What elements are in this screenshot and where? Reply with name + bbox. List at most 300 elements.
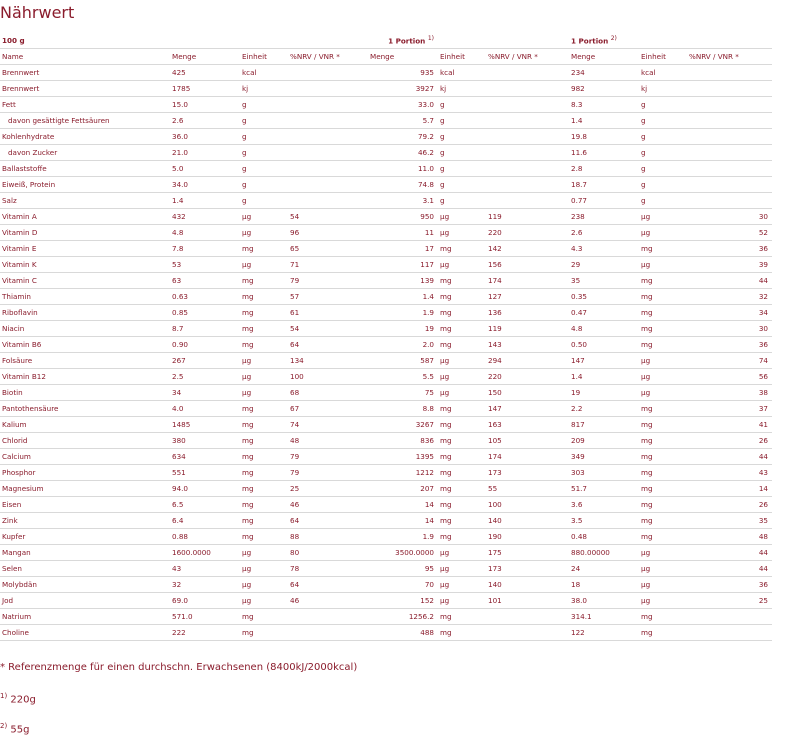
unit-portion-1: g	[438, 177, 486, 193]
nrv-100g	[288, 609, 368, 625]
nrv-portion-1	[486, 65, 569, 81]
unit-portion-1: g	[438, 113, 486, 129]
unit-100g: µg	[240, 593, 288, 609]
unit-100g: mg	[240, 273, 288, 289]
amount-100g: 4.0	[170, 401, 240, 417]
unit-100g: mg	[240, 513, 288, 529]
amount-portion-2: 19.8	[569, 129, 639, 145]
row-name: Biotin	[0, 385, 170, 401]
nrv-portion-2: 44	[687, 545, 772, 561]
nrv-portion-1	[486, 161, 569, 177]
amount-portion-1: 17	[368, 241, 438, 257]
amount-portion-1: 488	[368, 625, 438, 641]
amount-100g: 267	[170, 353, 240, 369]
row-name: Niacin	[0, 321, 170, 337]
amount-portion-2: 314.1	[569, 609, 639, 625]
amount-portion-2: 4.3	[569, 241, 639, 257]
unit-portion-2: µg	[639, 353, 687, 369]
nrv-portion-2: 44	[687, 273, 772, 289]
nrv-portion-1: 140	[486, 577, 569, 593]
nrv-portion-2	[687, 609, 772, 625]
unit-100g: µg	[240, 257, 288, 273]
nrv-portion-1: 173	[486, 465, 569, 481]
unit-portion-1: mg	[438, 401, 486, 417]
amount-portion-2: 1.4	[569, 369, 639, 385]
row-name: Kalium	[0, 417, 170, 433]
nrv-portion-2: 52	[687, 225, 772, 241]
nrv-portion-1	[486, 177, 569, 193]
table-row	[0, 353, 772, 369]
nrv-100g: 79	[288, 273, 368, 289]
table-row	[0, 113, 772, 129]
amount-portion-1: 2.0	[368, 337, 438, 353]
row-name: Calcium	[0, 449, 170, 465]
amount-100g: 571.0	[170, 609, 240, 625]
nrv-portion-2: 39	[687, 257, 772, 273]
row-name: Kohlenhydrate	[0, 129, 170, 145]
unit-100g: kj	[240, 81, 288, 97]
table-row	[0, 481, 772, 497]
table-row	[0, 209, 772, 225]
unit-100g: µg	[240, 209, 288, 225]
nrv-portion-1: 175	[486, 545, 569, 561]
unit-portion-2: mg	[639, 449, 687, 465]
nrv-portion-1: 163	[486, 417, 569, 433]
unit-100g: mg	[240, 497, 288, 513]
table-row	[0, 97, 772, 113]
amount-portion-1: 79.2	[368, 129, 438, 145]
nrv-portion-2: 44	[687, 561, 772, 577]
amount-100g: 2.5	[170, 369, 240, 385]
table-row	[0, 321, 772, 337]
amount-portion-2: 3.6	[569, 497, 639, 513]
table-group-header	[0, 33, 772, 49]
nrv-portion-2	[687, 81, 772, 97]
nrv-portion-2: 56	[687, 369, 772, 385]
amount-portion-1: 1212	[368, 465, 438, 481]
nrv-portion-1	[486, 129, 569, 145]
nrv-portion-2: 37	[687, 401, 772, 417]
nrv-100g: 54	[288, 209, 368, 225]
col-einheit-1: Einheit	[240, 49, 288, 65]
unit-100g: mg	[240, 625, 288, 641]
table-row	[0, 81, 772, 97]
nrv-100g	[288, 193, 368, 209]
unit-portion-1: mg	[438, 609, 486, 625]
unit-portion-2: µg	[639, 577, 687, 593]
row-name: Jod	[0, 593, 170, 609]
amount-portion-2: 880.00000	[569, 545, 639, 561]
amount-portion-1: 207	[368, 481, 438, 497]
unit-portion-2: mg	[639, 609, 687, 625]
unit-100g: mg	[240, 481, 288, 497]
amount-portion-2: 817	[569, 417, 639, 433]
amount-portion-1: 3500.0000	[368, 545, 438, 561]
nutrition-table	[0, 33, 772, 641]
amount-portion-1: 95	[368, 561, 438, 577]
unit-100g: µg	[240, 577, 288, 593]
unit-portion-2: µg	[639, 561, 687, 577]
unit-portion-1: µg	[438, 385, 486, 401]
unit-100g: mg	[240, 305, 288, 321]
unit-100g: g	[240, 161, 288, 177]
amount-portion-1: 3927	[368, 81, 438, 97]
unit-portion-2: µg	[639, 369, 687, 385]
nrv-100g: 64	[288, 513, 368, 529]
amount-portion-1: 70	[368, 577, 438, 593]
unit-portion-1: µg	[438, 257, 486, 273]
nrv-portion-2: 26	[687, 497, 772, 513]
amount-100g: 43	[170, 561, 240, 577]
unit-portion-1: g	[438, 161, 486, 177]
table-column-header	[0, 49, 772, 65]
unit-100g: mg	[240, 241, 288, 257]
amount-portion-1: 1.9	[368, 305, 438, 321]
table-row	[0, 545, 772, 561]
nrv-100g: 65	[288, 241, 368, 257]
unit-100g: g	[240, 97, 288, 113]
amount-portion-2: 122	[569, 625, 639, 641]
table-row	[0, 577, 772, 593]
nrv-portion-1: 100	[486, 497, 569, 513]
nrv-portion-1: 119	[486, 321, 569, 337]
unit-100g: g	[240, 145, 288, 161]
amount-portion-1: 935	[368, 65, 438, 81]
row-name: Phosphor	[0, 465, 170, 481]
unit-portion-2: mg	[639, 337, 687, 353]
nrv-100g: 88	[288, 529, 368, 545]
amount-portion-1: 836	[368, 433, 438, 449]
unit-portion-2: kcal	[639, 65, 687, 81]
unit-portion-1: mg	[438, 433, 486, 449]
nrv-100g	[288, 177, 368, 193]
nrv-portion-1: 174	[486, 449, 569, 465]
amount-100g: 6.5	[170, 497, 240, 513]
unit-portion-1: mg	[438, 417, 486, 433]
nrv-portion-1: 294	[486, 353, 569, 369]
row-name: Vitamin K	[0, 257, 170, 273]
amount-portion-2: 29	[569, 257, 639, 273]
table-row	[0, 449, 772, 465]
nrv-portion-1: 136	[486, 305, 569, 321]
unit-portion-1: mg	[438, 529, 486, 545]
table-row	[0, 289, 772, 305]
footnote-2: $^{2)}$ 55g	[0, 722, 30, 736]
unit-portion-2: g	[639, 145, 687, 161]
nrv-portion-1: 220	[486, 225, 569, 241]
unit-portion-1: µg	[438, 593, 486, 609]
amount-portion-2: 4.8	[569, 321, 639, 337]
nrv-100g	[288, 161, 368, 177]
amount-portion-1: 19	[368, 321, 438, 337]
row-name: Vitamin A	[0, 209, 170, 225]
nrv-100g: 79	[288, 449, 368, 465]
row-name: davon gesättigte Fettsäuren	[0, 113, 170, 129]
table-row	[0, 417, 772, 433]
nrv-100g: 54	[288, 321, 368, 337]
unit-portion-2: g	[639, 161, 687, 177]
table-row	[0, 65, 772, 81]
amount-100g: 34	[170, 385, 240, 401]
nrv-portion-2: 25	[687, 593, 772, 609]
row-name: Zink	[0, 513, 170, 529]
row-name: Fett	[0, 97, 170, 113]
table-row	[0, 145, 772, 161]
unit-portion-2: µg	[639, 225, 687, 241]
unit-portion-2: mg	[639, 289, 687, 305]
amount-portion-1: 14	[368, 513, 438, 529]
row-name: Pantothensäure	[0, 401, 170, 417]
amount-100g: 7.8	[170, 241, 240, 257]
unit-100g: mg	[240, 449, 288, 465]
unit-portion-2: mg	[639, 417, 687, 433]
amount-portion-2: 0.50	[569, 337, 639, 353]
table-row	[0, 129, 772, 145]
col-menge-3: Menge	[569, 49, 639, 65]
table-row	[0, 529, 772, 545]
amount-100g: 1485	[170, 417, 240, 433]
amount-portion-2: 303	[569, 465, 639, 481]
unit-portion-1: g	[438, 193, 486, 209]
nrv-portion-2: 14	[687, 481, 772, 497]
table-row	[0, 273, 772, 289]
amount-100g: 94.0	[170, 481, 240, 497]
table-row	[0, 161, 772, 177]
amount-100g: 551	[170, 465, 240, 481]
nrv-portion-1: 142	[486, 241, 569, 257]
amount-100g: 15.0	[170, 97, 240, 113]
unit-portion-1: mg	[438, 241, 486, 257]
unit-portion-2: µg	[639, 257, 687, 273]
amount-portion-1: 33.0	[368, 97, 438, 113]
unit-portion-1: mg	[438, 273, 486, 289]
unit-portion-2: g	[639, 129, 687, 145]
table-row	[0, 497, 772, 513]
unit-100g: g	[240, 193, 288, 209]
unit-100g: µg	[240, 369, 288, 385]
nrv-100g: 79	[288, 465, 368, 481]
unit-portion-2: mg	[639, 321, 687, 337]
nrv-portion-2: 35	[687, 513, 772, 529]
unit-portion-2: mg	[639, 273, 687, 289]
amount-100g: 36.0	[170, 129, 240, 145]
nrv-portion-1	[486, 81, 569, 97]
row-name: Folsäure	[0, 353, 170, 369]
amount-portion-2: 38.0	[569, 593, 639, 609]
amount-portion-2: 3.5	[569, 513, 639, 529]
nrv-portion-2: 30	[687, 209, 772, 225]
unit-100g: µg	[240, 353, 288, 369]
nrv-portion-2	[687, 97, 772, 113]
col-einheit-2: Einheit	[438, 49, 486, 65]
amount-portion-2: 0.47	[569, 305, 639, 321]
nrv-portion-2: 34	[687, 305, 772, 321]
row-name: Brennwert	[0, 81, 170, 97]
col-menge-1: Menge	[170, 49, 240, 65]
nrv-100g: 46	[288, 593, 368, 609]
nrv-100g: 46	[288, 497, 368, 513]
amount-portion-2: 19	[569, 385, 639, 401]
amount-100g: 63	[170, 273, 240, 289]
nrv-100g: 80	[288, 545, 368, 561]
unit-portion-2: g	[639, 177, 687, 193]
nrv-portion-1: 173	[486, 561, 569, 577]
row-name: Salz	[0, 193, 170, 209]
amount-portion-1: 5.7	[368, 113, 438, 129]
unit-portion-2: mg	[639, 497, 687, 513]
nrv-100g: 74	[288, 417, 368, 433]
unit-portion-2: g	[639, 97, 687, 113]
amount-portion-2: 349	[569, 449, 639, 465]
unit-100g: g	[240, 113, 288, 129]
nrv-100g: 134	[288, 353, 368, 369]
nrv-portion-2	[687, 177, 772, 193]
nrv-100g: 67	[288, 401, 368, 417]
unit-portion-2: µg	[639, 545, 687, 561]
row-name: Vitamin B6	[0, 337, 170, 353]
table-row	[0, 337, 772, 353]
unit-100g: mg	[240, 289, 288, 305]
row-name: Selen	[0, 561, 170, 577]
amount-portion-1: 1.9	[368, 529, 438, 545]
nrv-portion-2: 32	[687, 289, 772, 305]
amount-portion-2: 0.35	[569, 289, 639, 305]
nrv-portion-1: 127	[486, 289, 569, 305]
amount-100g: 432	[170, 209, 240, 225]
unit-portion-1: µg	[438, 561, 486, 577]
amount-portion-1: 14	[368, 497, 438, 513]
nrv-portion-2: 36	[687, 337, 772, 353]
unit-portion-1: mg	[438, 449, 486, 465]
nrv-100g	[288, 129, 368, 145]
unit-portion-1: mg	[438, 289, 486, 305]
unit-portion-1: mg	[438, 321, 486, 337]
amount-portion-2: 51.7	[569, 481, 639, 497]
unit-100g: µg	[240, 561, 288, 577]
amount-portion-1: 117	[368, 257, 438, 273]
nrv-100g: 96	[288, 225, 368, 241]
amount-portion-2: 18.7	[569, 177, 639, 193]
nrv-100g: 71	[288, 257, 368, 273]
amount-100g: 0.85	[170, 305, 240, 321]
unit-portion-1: µg	[438, 225, 486, 241]
row-name: Magnesium	[0, 481, 170, 497]
unit-portion-2: mg	[639, 465, 687, 481]
nrv-portion-1: 174	[486, 273, 569, 289]
row-name: Vitamin D	[0, 225, 170, 241]
nrv-portion-2: 43	[687, 465, 772, 481]
unit-portion-1: g	[438, 145, 486, 161]
amount-portion-1: 587	[368, 353, 438, 369]
nrv-portion-1: 119	[486, 209, 569, 225]
amount-100g: 2.6	[170, 113, 240, 129]
nrv-portion-1: 143	[486, 337, 569, 353]
row-name: davon Zucker	[0, 145, 170, 161]
row-name: Kupfer	[0, 529, 170, 545]
amount-portion-2: 2.2	[569, 401, 639, 417]
row-name: Riboflavin	[0, 305, 170, 321]
table-row	[0, 625, 772, 641]
amount-portion-1: 74.8	[368, 177, 438, 193]
amount-100g: 1600.0000	[170, 545, 240, 561]
amount-portion-1: 1.4	[368, 289, 438, 305]
amount-100g: 0.63	[170, 289, 240, 305]
nrv-100g	[288, 113, 368, 129]
amount-portion-2: 11.6	[569, 145, 639, 161]
amount-portion-1: 152	[368, 593, 438, 609]
nrv-portion-2	[687, 113, 772, 129]
row-name: Molybdän	[0, 577, 170, 593]
unit-100g: g	[240, 129, 288, 145]
unit-100g: µg	[240, 545, 288, 561]
table-row	[0, 385, 772, 401]
nrv-portion-1: 55	[486, 481, 569, 497]
row-name: Vitamin C	[0, 273, 170, 289]
amount-portion-2: 1.4	[569, 113, 639, 129]
nrv-portion-2	[687, 193, 772, 209]
amount-portion-2: 8.3	[569, 97, 639, 113]
unit-portion-1: g	[438, 129, 486, 145]
unit-portion-2: kj	[639, 81, 687, 97]
amount-100g: 634	[170, 449, 240, 465]
amount-100g: 222	[170, 625, 240, 641]
amount-portion-2: 982	[569, 81, 639, 97]
nrv-portion-2: 36	[687, 577, 772, 593]
table-row	[0, 433, 772, 449]
footnote-reference: * Referenzmenge für einen durchschn. Erwachsenen (8400kJ/2000kcal)	[0, 662, 358, 673]
nrv-100g: 25	[288, 481, 368, 497]
table-row	[0, 225, 772, 241]
amount-portion-2: 35	[569, 273, 639, 289]
row-name: Natrium	[0, 609, 170, 625]
row-name: Mangan	[0, 545, 170, 561]
col-name: Name	[0, 49, 170, 65]
unit-portion-2: mg	[639, 481, 687, 497]
unit-100g: mg	[240, 401, 288, 417]
amount-portion-2: 18	[569, 577, 639, 593]
amount-100g: 1785	[170, 81, 240, 97]
amount-portion-1: 1395	[368, 449, 438, 465]
nrv-100g	[288, 65, 368, 81]
amount-portion-1: 139	[368, 273, 438, 289]
unit-portion-1: kj	[438, 81, 486, 97]
row-name: Choline	[0, 625, 170, 641]
nrv-portion-1	[486, 193, 569, 209]
nrv-100g	[288, 97, 368, 113]
nrv-100g: 64	[288, 577, 368, 593]
table-row	[0, 241, 772, 257]
amount-portion-1: 11	[368, 225, 438, 241]
table-row	[0, 593, 772, 609]
nrv-portion-1	[486, 625, 569, 641]
unit-portion-1: kcal	[438, 65, 486, 81]
unit-100g: g	[240, 177, 288, 193]
amount-100g: 34.0	[170, 177, 240, 193]
table-row	[0, 465, 772, 481]
amount-portion-2: 0.77	[569, 193, 639, 209]
table-row	[0, 177, 772, 193]
nrv-portion-2	[687, 129, 772, 145]
unit-portion-2: mg	[639, 401, 687, 417]
amount-portion-1: 950	[368, 209, 438, 225]
unit-portion-1: mg	[438, 625, 486, 641]
nrv-portion-2	[687, 625, 772, 641]
nrv-portion-2: 48	[687, 529, 772, 545]
nrv-portion-1: 105	[486, 433, 569, 449]
nrv-portion-1: 150	[486, 385, 569, 401]
unit-100g: mg	[240, 321, 288, 337]
unit-100g: µg	[240, 225, 288, 241]
